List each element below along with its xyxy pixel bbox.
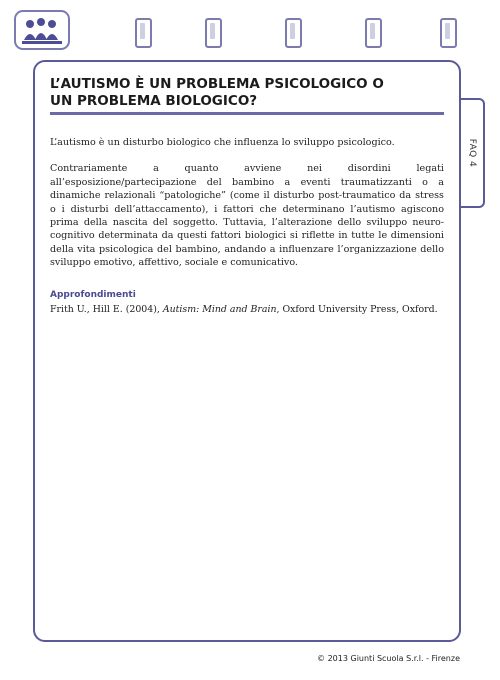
binder-tab-icon [285,18,302,48]
reference-item [50,303,444,316]
page-title-line-2: UN PROBLEMA BIOLOGICO? [50,93,258,109]
paragraph-intro: L’autismo è un disturbo biologico che influenza lo sviluppo psicologico. [50,137,395,148]
paragraph-main: Contrariamente a quanto avviene nei disordini legati all’esposizione/partecipazione del bambino a eventi traumatizzanti o a dinamiche relazionali “patologiche” (come il disturbo post-traumatico da stress o i disturbi dell’attaccamento), i fattori che determinano l’autismo agiscono prima della nascita del soggetto. Tuttavia, l’alterazione dello sviluppo neuro-cognitivo determinata da questi fattori biologici si riflette in tutte le dimensioni della vita psicologica del bambino, andando a influenzare l’organizzazione dello sviluppo emotivo, affettivo, sociale e comunicativo. [50,163,444,269]
publisher-logo-icon [14,10,70,50]
references-section [50,290,444,316]
title-underline [50,112,444,115]
page-title [50,76,430,110]
binder-tab-icon [205,18,222,48]
binder-tab-icon [440,18,457,48]
copyright-footer: © 2013 Giunti Scuola S.r.l. - Firenze [317,654,460,663]
page-title-line-1: L’AUTISMO È UN PROBLEMA PSICOLOGICO O [50,76,384,92]
faq-side-tab-label: FAQ 4 [467,138,477,168]
reference-publisher: , Oxford University Press, Oxford. [276,304,438,315]
binder-tab-icon [365,18,382,48]
faq-side-tab [461,98,485,208]
references-heading: Approfondimenti [50,290,136,300]
binder-tab-icon [135,18,152,48]
reference-authors: Frith U., Hill E. (2004), [50,304,163,315]
body-text [50,136,444,283]
reference-title: Autism: Mind and Brain [162,304,277,315]
